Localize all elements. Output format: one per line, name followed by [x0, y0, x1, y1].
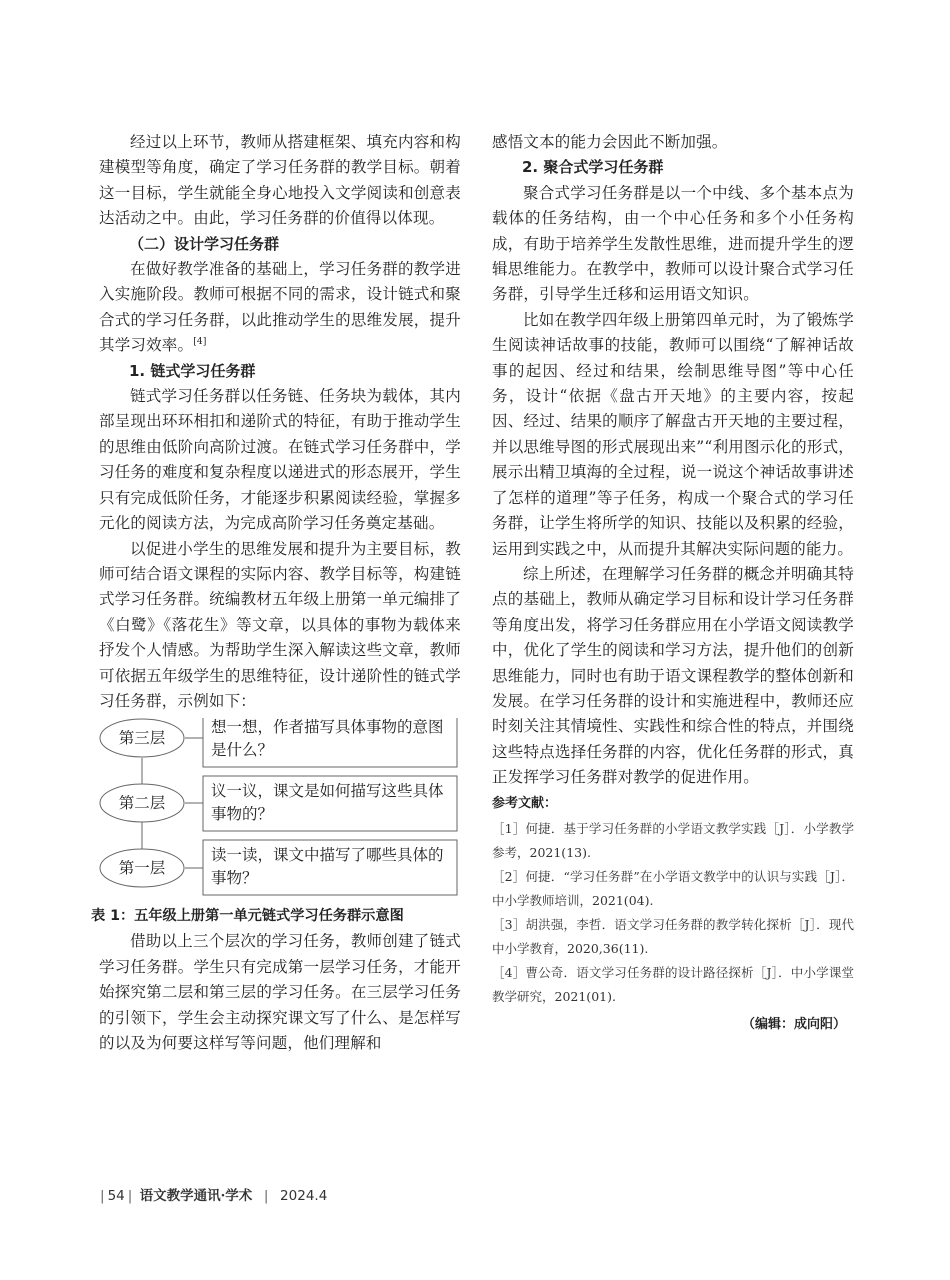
subsection-heading: 1. 链式学习任务群 [129, 361, 256, 380]
paragraph: 以促进小学生的思维发展和提升为主要目标，教师可结合语文课程的实际内容、教学目标等，构建链式学习任务群。统编教材五年级上册第一单元编排了《白鹭》《落花生》等文章，以具体的事物为载体来抒发个人情感。为帮助学生深入解读这些文章，教师可依据五年级学生的思维特征，设计递阶性的链式学习任务群，示例如下： [99, 539, 461, 710]
paragraph: 感悟文本的能力会因此不断加强。 [492, 133, 728, 151]
reference-item: ［2］何捷．“学习任务群”在小学语文教学中的认识与实践［J］．中小学教师培训，2021(04). [492, 868, 854, 908]
figure-caption: 表 1：五年级上册第一单元链式学习任务群示意图 [91, 908, 404, 925]
layer-label: 第三层 [118, 729, 166, 748]
paragraph: 经过以上环节，教师从搭建框架、填充内容和构建模型等角度，确定了学习任务群的教学目标。朝着这一目标，学生就能全身心地投入文学阅读和创意表达活动之中。由此，学习任务群的价值得以体现。 [99, 133, 461, 228]
page-footer [97, 1187, 327, 1205]
divider: | [100, 1188, 105, 1204]
paragraph: 比如在教学四年级上册第四单元时，为了锻炼学生阅读神话故事的技能，教师可以围绕“了解神话故事的起因、经过和结果，绘制思维导图”等中心任务，设计“依据《盘古开天地》的主要内容，按起因、经过、结果的顺序了解盘古开天地的主要过程，并以思维导图的形式展现出来”“利用图示化的形式，展示出精卫填海的全过程，说一说这个神话故事讲述了怎样的道理”等子任务，构成一个聚合式的学习任务群，让学生将所学的知识、技能以及积累的经验，运用到实践之中，从而提升其解决实际问题的能力。 [492, 310, 854, 558]
subsection-heading: 2. 聚合式学习任务群 [522, 158, 664, 177]
paragraph: 链式学习任务群以任务链、任务块为载体，其内部呈现出环环相扣和递阶式的特征，有助于推动学生的思维由低阶向高阶过渡。在链式学习任务群中，学习任务的难度和复杂程度以递进式的形态展开，学生只有完成低阶任务，才能逐步积累阅读经验，掌握多元化的阅读方法，为完成高阶学习任务奠定基础。 [99, 387, 461, 533]
divider: | [127, 1188, 133, 1204]
page-number: 54 [107, 1188, 125, 1204]
editor-credit: （编辑：成向阳） [741, 1016, 846, 1032]
left-column [91, 130, 461, 1056]
reference-item: ［1］何捷．基于学习任务群的小学语文教学实践［J］．小学教学参考，2021(13). [492, 820, 854, 860]
reference-item: ［3］胡洪强，李哲．语文学习任务群的教学转化探析［J］．现代中小学教育，2020,36(11). [492, 916, 854, 956]
layer-task: 读一读，课文中描写了哪些具体的事物？ [211, 846, 444, 888]
references-title: 参考文献： [492, 795, 558, 811]
layer-label: 第一层 [118, 859, 166, 878]
citation-ref: [4] [193, 337, 207, 348]
layer-task: 想一想，作者描写具体事物的意图是什么？ [211, 718, 444, 760]
paragraph [99, 257, 461, 359]
layer-label: 第二层 [118, 794, 166, 813]
paragraph: 综上所述，在理解学习任务群的概念并明确其特点的基础上，教师从确定学习目标和设计学习任务群等角度出发，将学习任务群应用在小学语文阅读教学中，优化了学生的阅读和学习方法，提升他们的创新思维能力，同时也有助于语文课程教学的整体创新和发展。在学习任务群的设计和实施进程中，教师还应时刻关注其情境性、实践性和综合性的特点，并围绕这些特点选择任务群的内容，优化任务群的形式，真正发挥学习任务群对教学的促进作用。 [492, 564, 854, 787]
task-chain-diagram [99, 718, 461, 900]
section-heading: （二）设计学习任务群 [129, 234, 280, 253]
journal-name: 语文教学通讯·学术 [139, 1188, 253, 1204]
right-column [492, 130, 854, 1032]
divider: | [259, 1188, 273, 1204]
paragraph: 聚合式学习任务群是以一个中线、多个基本点为载体的任务结构，由一个中心任务和多个小任务构成，有助于培养学生发散性思维，进而提升学生的逻辑思维能力。在教学中，教师可以设计聚合式学习任务群，引导学生迁移和运用语文知识。 [492, 183, 854, 304]
issue-date: 2024.4 [280, 1188, 328, 1204]
paragraph: 借助以上三个层次的学习任务，教师创建了链式学习任务群。学生只有完成第一层学习任务，才能开始探究第二层和第三层的学习任务。在三层学习任务的引领下，学生会主动探究课文写了什么、是怎样写的以及为何要这样写等问题，他们理解和 [99, 932, 461, 1052]
layer-task: 议一议，课文是如何描写这些具体事物的？ [211, 782, 444, 824]
paragraph-text: 在做好教学准备的基础上，学习任务群的教学进入实施阶段。教师可根据不同的需求，设计链式和聚合式的学习任务群，以此推动学生的思维发展，提升其学习效率。 [99, 260, 461, 355]
reference-item: ［4］曹公奇．语文学习任务群的设计路径探析［J］．中小学课堂教学研究，2021(01). [492, 964, 854, 1004]
